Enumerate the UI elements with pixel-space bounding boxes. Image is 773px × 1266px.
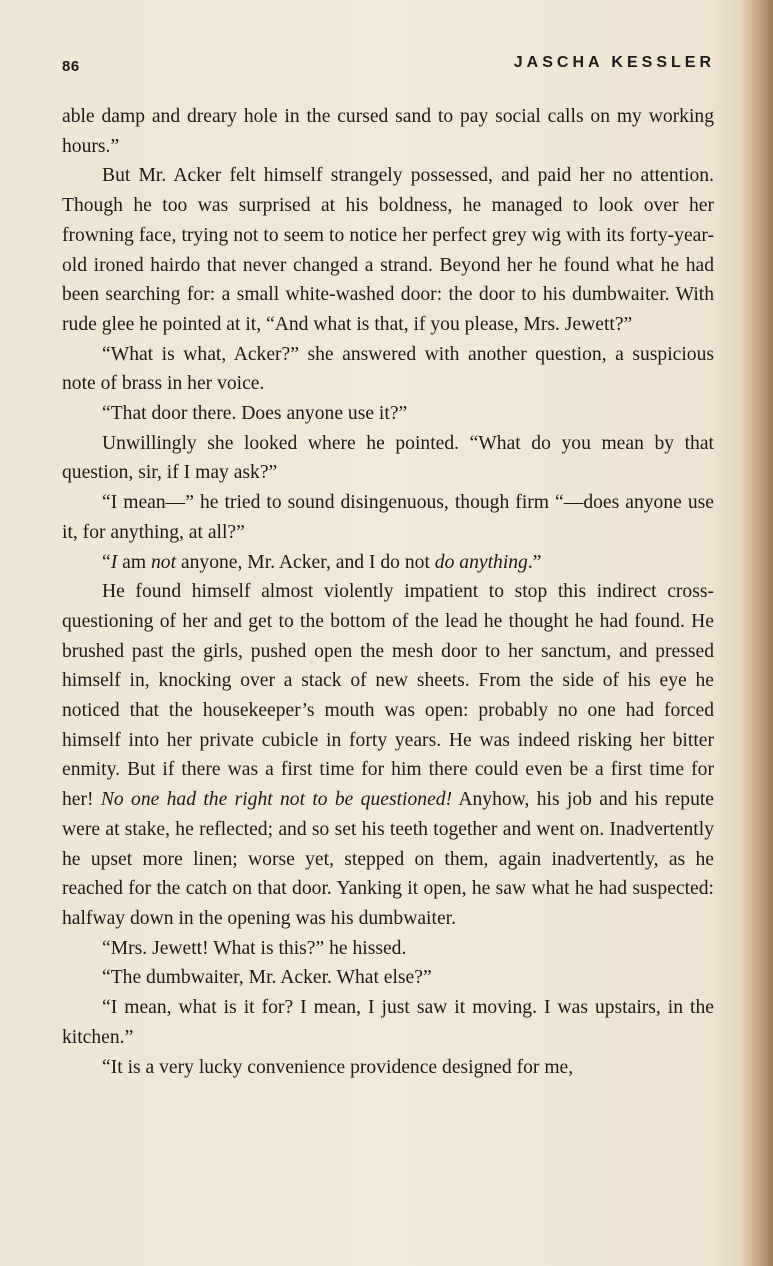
text-run: .” [527, 551, 542, 573]
text-run: But Mr. Acker felt himself strangely possessed, and paid her no attention. Though he too was surprised at his boldness, he managed to look over her frowning face, trying not to seem to notice her perfect grey wig with its forty-year-old ironed hairdo that never changed a strand. Beyond her he found what he had been searching for: a small white-washed door: the door to his dumbwaiter. With rude glee he pointed at it, “And what is that, if you please, Mrs. Jewett?” [62, 165, 714, 335]
text-run: “That door there. Does anyone use it?” [102, 403, 408, 425]
text-run: “The dumbwaiter, Mr. Acker. What else?” [102, 967, 432, 989]
paragraph [62, 548, 714, 578]
page-header [62, 54, 715, 78]
paragraph [62, 340, 714, 399]
paragraph [62, 102, 714, 161]
text-run: Unwillingly she looked where he pointed. “What do you mean by that question, sir, if I may ask?” [62, 432, 714, 484]
text-run: anyone, Mr. Acker, and I do not [176, 551, 435, 573]
text-run: “What is what, Acker?” she answered with another question, a suspicious note of brass in her voice. [62, 343, 714, 395]
paragraph [62, 161, 714, 339]
paragraph [62, 963, 714, 993]
paragraph [62, 993, 714, 1052]
text-run: Anyhow, his job and his repute were at stake, he reflected; and so set his teeth together and went on. Inadvertently he upset more linen; worse yet, stepped on them, again inadvertently, as he reached for the catch on that door. Yanking it open, he saw what he had suspected: halfway down in the opening was his dumbwaiter. [62, 789, 715, 929]
body-text [62, 102, 714, 1082]
italic-text: I [110, 551, 118, 573]
page-number: 86 [62, 58, 80, 75]
text-run: “I mean—” he tried to sound disingenuous, though firm “—does anyone use it, for anything, at all?” [62, 492, 714, 543]
book-spine-shadow [739, 0, 773, 1266]
paragraph [62, 399, 714, 429]
text-run: “It is a very lucky convenience providence designed for me, [102, 1056, 574, 1078]
text-run: “ [102, 551, 111, 573]
text-run: able damp and dreary hole in the cursed sand to pay social calls on my working hours.” [62, 106, 714, 157]
italic-text: No one had the right not to be questioned! [100, 789, 453, 811]
paragraph [62, 577, 714, 933]
paragraph [62, 1053, 714, 1083]
italic-text: not [150, 551, 177, 573]
text-run: He found himself almost violently impatient to stop this indirect cross-questioning of her and get to the bottom of the lead he thought he had found. He brushed past the girls, pushed open the mesh door to her sanctum, and pressed himself in, knocking over a stack of new sheets. From the side of his eye he noticed that the housekeeper’s mouth was open: probably no one had forced himself into her private cubicle in forty years. He was indeed risking her bitter enmity. But if there was a first time for him there could even be a first time for her! [62, 581, 714, 811]
paragraph [62, 934, 714, 964]
text-run: “Mrs. Jewett! What is this?” he hissed. [102, 937, 407, 959]
text-run: “I mean, what is it for? I mean, I just saw it moving. I was upstairs, in the kitchen.” [62, 997, 714, 1048]
running-head: JASCHA KESSLER [513, 54, 715, 71]
text-run: am [117, 551, 151, 573]
paragraph [62, 429, 714, 488]
italic-text: do anything [434, 551, 528, 573]
paragraph [62, 488, 714, 547]
